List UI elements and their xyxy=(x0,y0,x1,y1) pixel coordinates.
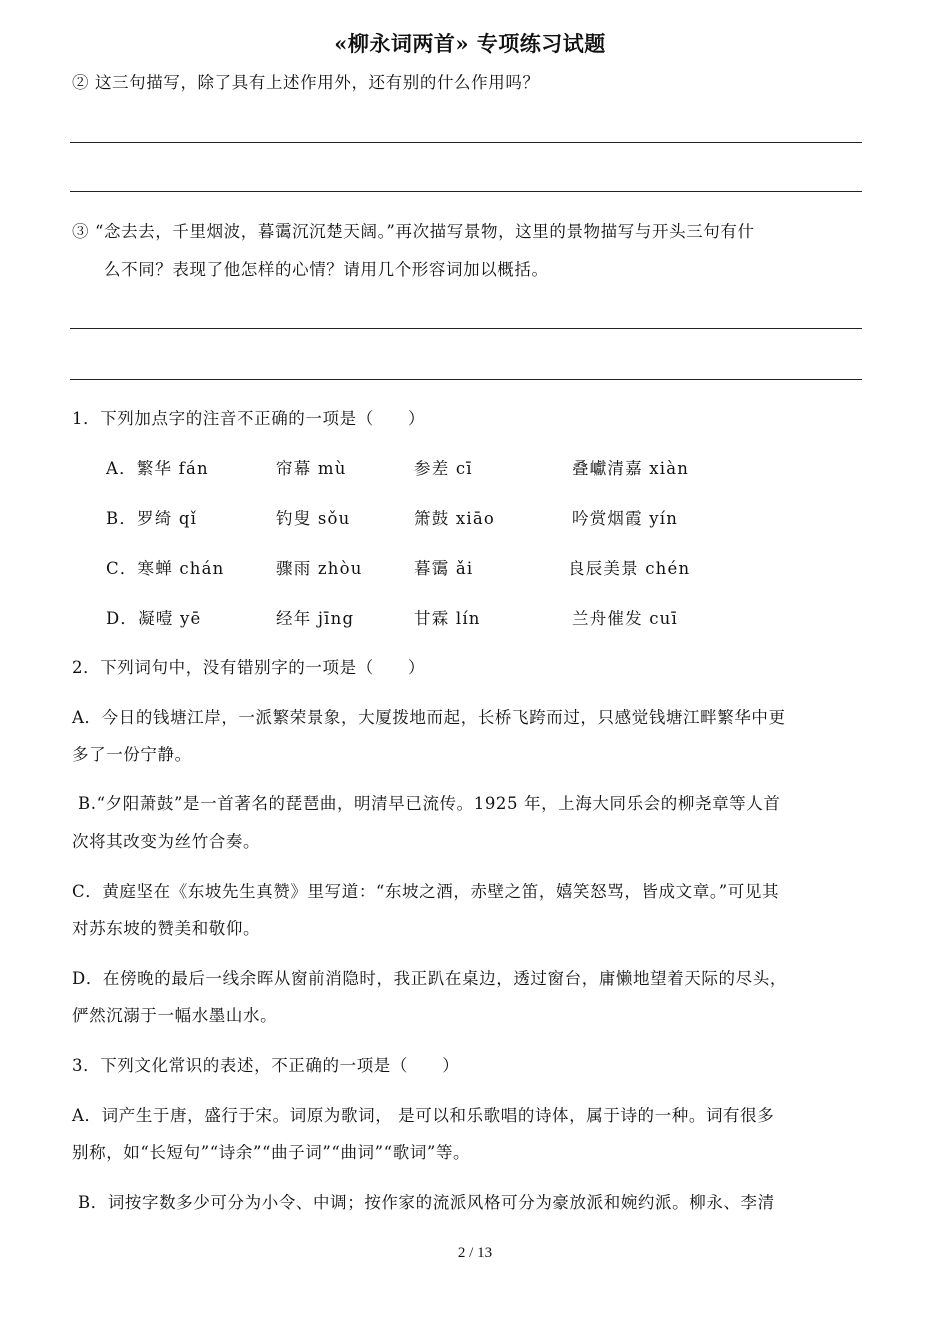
q1-option-a-4: 叠巘清嘉 xiàn xyxy=(572,459,690,478)
q2-option-b-line2: 次将其改变为丝竹合奏。 xyxy=(72,832,261,851)
q3-option-b-line1: B．词按字数多少可分为小令、中调；按作家的流派风格可分为豪放派和婉约派。柳永、李清 xyxy=(78,1193,775,1212)
answer-line xyxy=(70,142,862,143)
question-3-stem: 3．下列文化常识的表述，不正确的一项是（ ） xyxy=(72,1056,460,1075)
q1-option-d-4: 兰舟催发 cuī xyxy=(572,609,678,628)
q1-option-a-3: 参差 cī xyxy=(414,459,473,478)
q1-option-c-2: 骤雨 zhòu xyxy=(276,559,363,578)
q1-option-c-1: C．寒蝉 chán xyxy=(106,559,225,578)
q1-option-b-4: 吟赏烟霞 yín xyxy=(572,509,679,528)
q2-option-c-line2: 对苏东坡的赞美和敬仰。 xyxy=(72,919,261,938)
q1-option-c-3: 暮霭 ǎi xyxy=(414,559,474,578)
sub-question-3-line1: ③ “念去去，千里烟波，暮霭沉沉楚天阔。”再次描写景物，这里的景物描写与开头三句有什 xyxy=(72,222,755,241)
q1-option-b-2: 钓叟 sǒu xyxy=(276,509,351,528)
q3-option-a-line1: A．词产生于唐，盛行于宋。词原为歌词， 是可以和乐歌唱的诗体，属于诗的一种。词有很多 xyxy=(72,1106,775,1125)
q1-option-a-2: 帘幕 mù xyxy=(276,459,347,478)
page-title: «柳永词两首» 专项练习试题 xyxy=(334,31,606,56)
q1-option-b-1: B．罗绮 qǐ xyxy=(106,509,198,528)
q2-option-a-line1: A．今日的钱塘江岸，一派繁荣景象，大厦拨地而起，长桥飞跨而过，只感觉钱塘江畔繁华中更 xyxy=(72,708,786,727)
q2-option-d-line1: D．在傍晚的最后一线余晖从窗前消隐时，我正趴在桌边，透过窗台，庸懒地望着天际的尽头， xyxy=(72,969,787,988)
sub-question-3-line2: 么不同？表现了他怎样的心情？请用几个形容词加以概括。 xyxy=(104,260,549,279)
page-number: 2 / 13 xyxy=(457,1245,493,1261)
q2-option-d-line2: 俨然沉溺于一幅水墨山水。 xyxy=(72,1006,278,1025)
q2-option-a-line2: 多了一份宁静。 xyxy=(72,745,192,764)
question-2-stem: 2．下列词句中，没有错别字的一项是（ ） xyxy=(72,658,426,677)
q1-option-b-3: 箫鼓 xiāo xyxy=(414,509,495,528)
answer-line xyxy=(70,328,862,329)
q1-option-c-4: 良辰美景 chén xyxy=(568,559,691,578)
answer-line xyxy=(70,191,862,192)
q2-option-c-line1: C．黄庭坚在《东坡先生真赞》里写道：“东坡之酒，赤壁之笛，嬉笑怒骂，皆成文章。”可见其 xyxy=(72,882,780,901)
q1-option-a-1: A．繁华 fán xyxy=(106,459,209,478)
sub-question-2: ② 这三句描写，除了具有上述作用外，还有别的什么作用吗？ xyxy=(72,73,540,92)
q3-option-a-line2: 别称，如“长短句”“诗余”“曲子词”“曲词”“歌词”等。 xyxy=(72,1143,471,1162)
q1-option-d-1: D．凝噎 yē xyxy=(106,609,202,628)
question-1-stem: 1．下列加点字的注音不正确的一项是（ ） xyxy=(72,409,426,428)
answer-line xyxy=(70,379,862,380)
q1-option-d-3: 甘霖 lín xyxy=(414,609,481,628)
q1-option-d-2: 经年 jīng xyxy=(276,609,355,628)
q2-option-b-line1: B.“夕阳萧鼓”是一首著名的琵琶曲，明清早已流传。1925 年，上海大同乐会的柳尧章等人首 xyxy=(78,794,781,813)
